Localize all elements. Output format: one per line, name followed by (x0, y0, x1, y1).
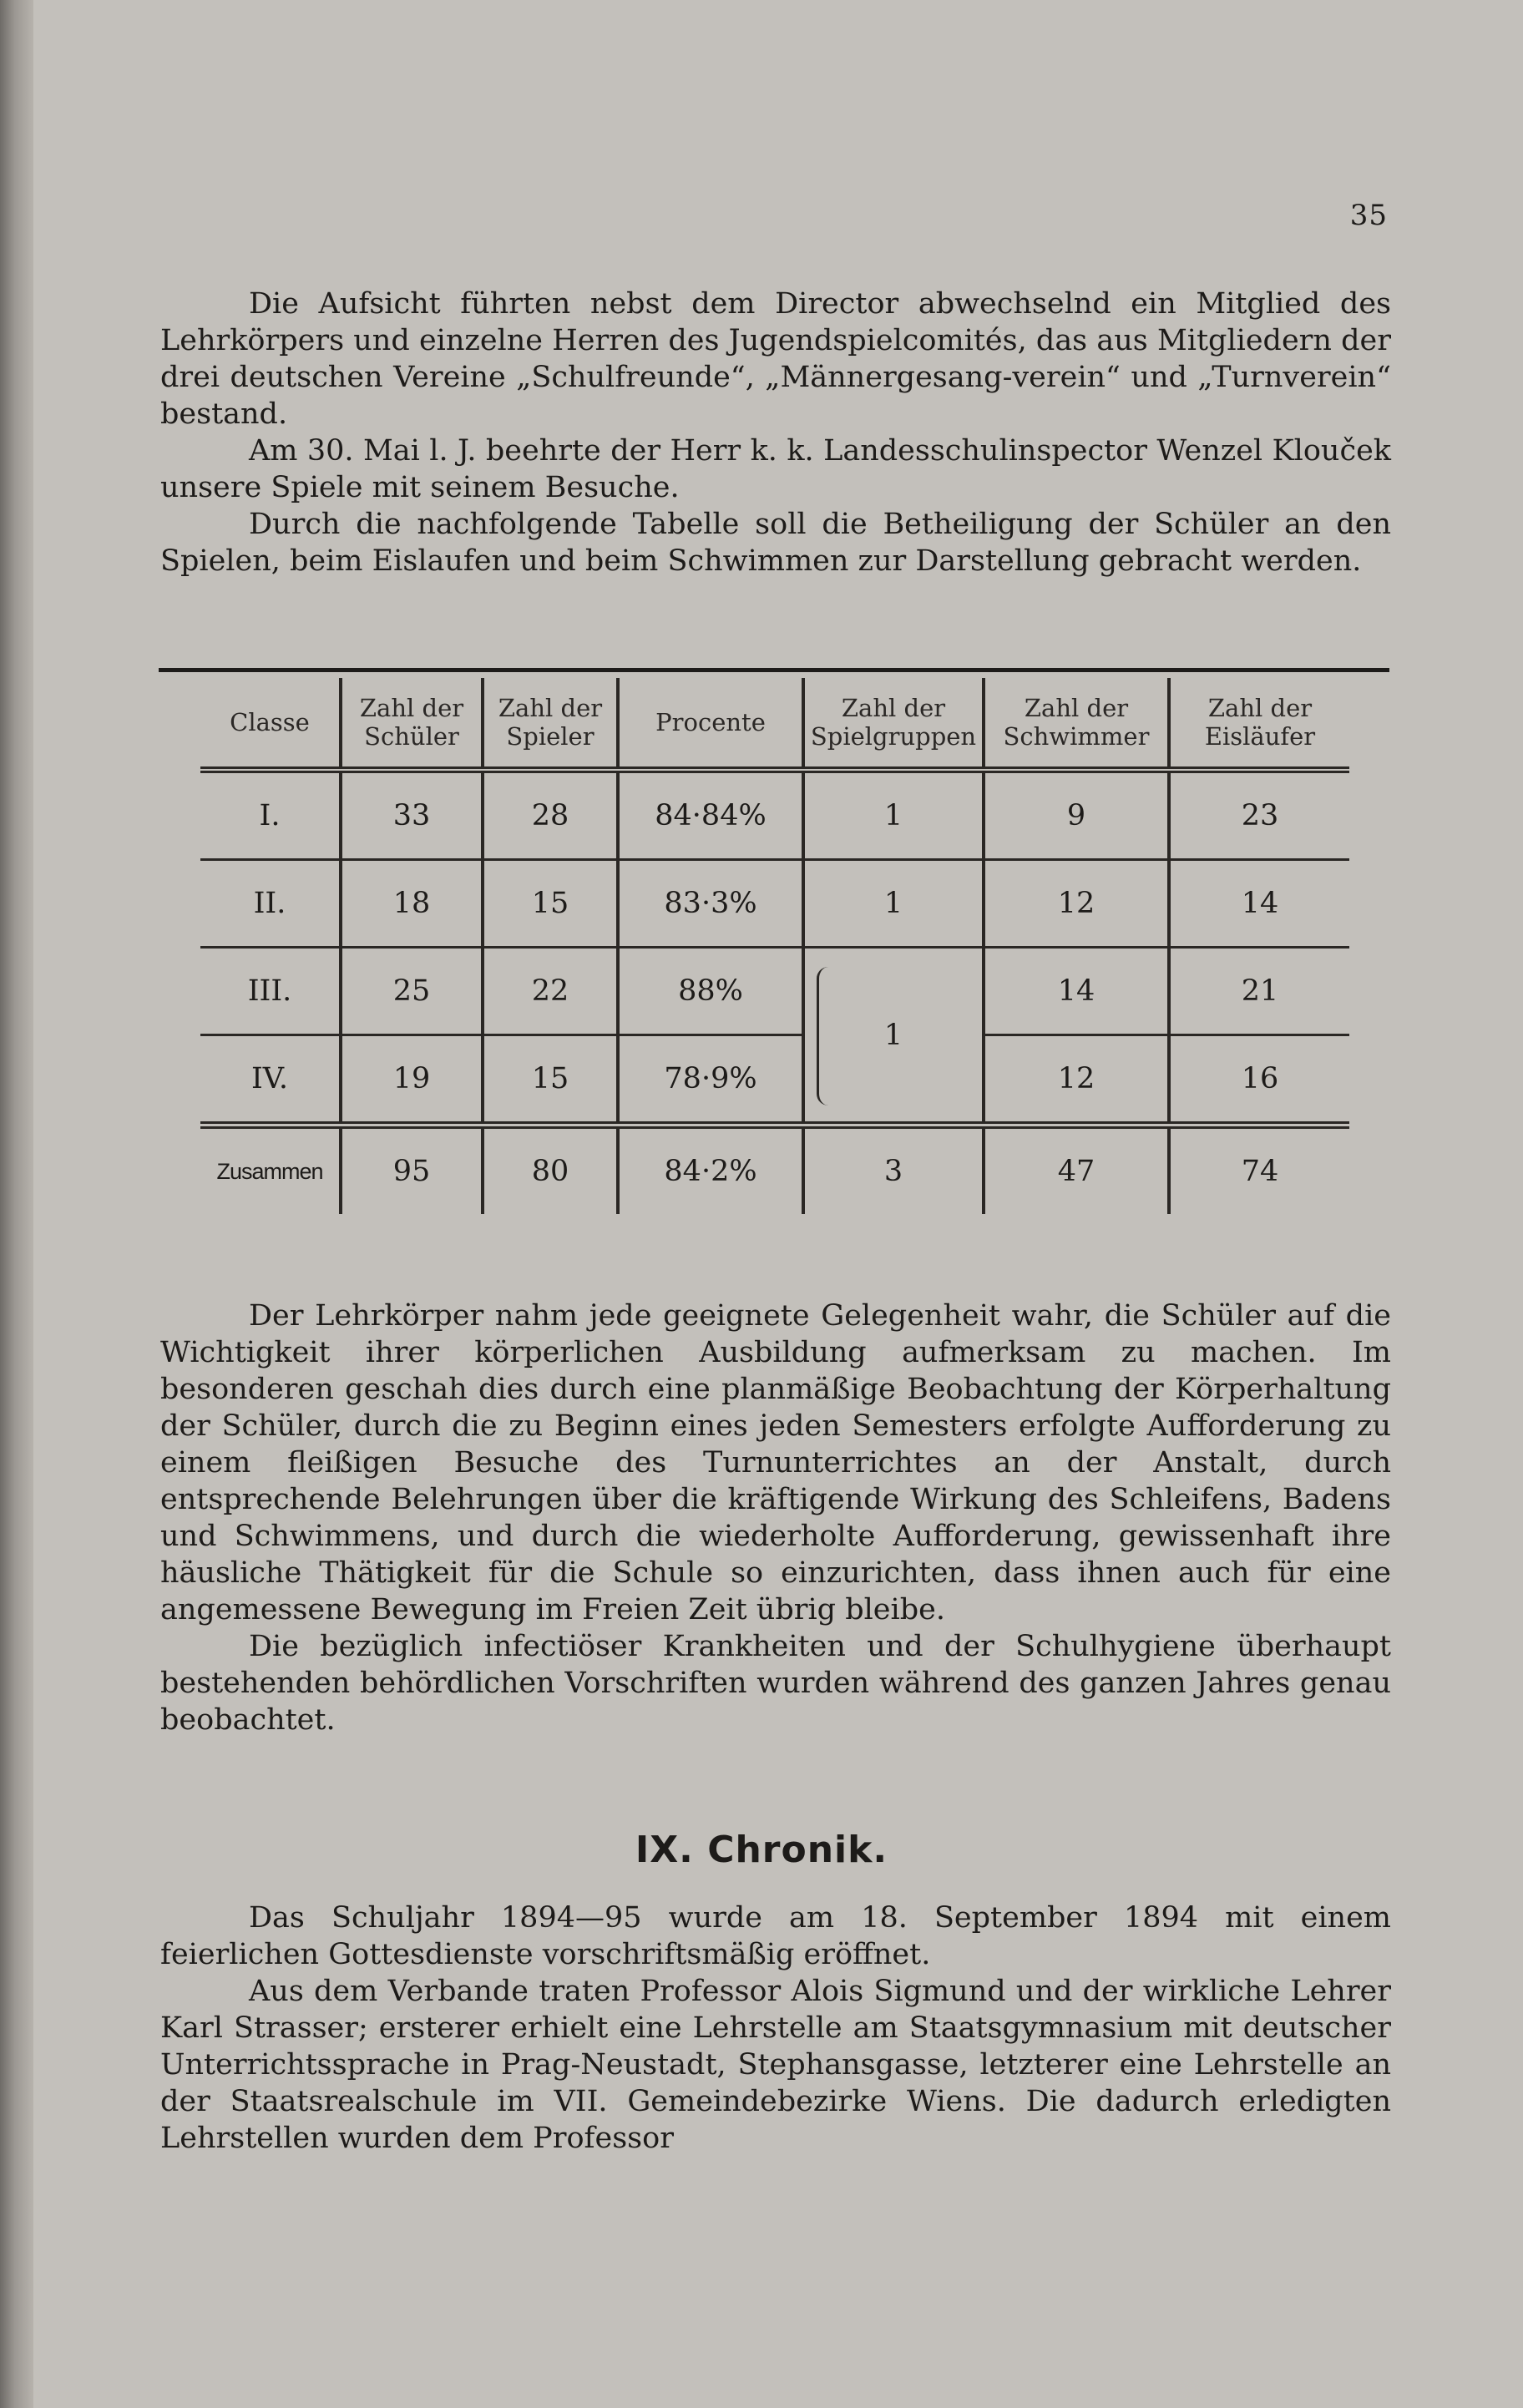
header-spielgruppen: Zahl der Spielgruppen (803, 678, 984, 770)
table-row (200, 860, 1349, 948)
table-top-rule (159, 668, 1389, 672)
header-classe: Classe (200, 678, 341, 770)
total-label: Zusammen (200, 1126, 341, 1215)
header-schwimmer: Zahl der Schwimmer (984, 678, 1169, 770)
cell-procente: 84·84% (618, 770, 803, 860)
header-eislaeufer: Zahl der Eisläufer (1169, 678, 1349, 770)
cell-schueler: 18 (341, 860, 483, 948)
table-total-row (200, 1126, 1349, 1215)
cell-spieler: 15 (483, 860, 618, 948)
paragraph-hygiene: Die bezüglich infectiöser Krankheiten und der Schulhygiene überhaupt bestehenden behördlichen Vorschriften wurden während des ganzen Jahres genau beobachtet. (160, 1630, 1391, 1737)
cell-spieler: 15 (483, 1035, 618, 1126)
paragraph-school-year: Das Schuljahr 1894—95 wurde am 18. September 1894 mit einem feierlichen Gottesdienste vorschriftsmäßig eröffnet. (160, 1901, 1391, 1971)
cell-schueler: 25 (341, 948, 483, 1035)
total-spieler: 80 (483, 1126, 618, 1215)
cell-spielgruppen-value: 1 (883, 1018, 903, 1052)
total-schueler: 95 (341, 1126, 483, 1215)
total-schwimmer: 47 (984, 1126, 1169, 1215)
class-label: II. (200, 860, 341, 948)
table-row (200, 948, 1349, 1035)
header-spieler: Zahl der Spieler (483, 678, 618, 770)
page-gutter-shadow (0, 0, 33, 2408)
cell-schueler: 33 (341, 770, 483, 860)
brace-mark (817, 967, 832, 1105)
paragraph-table-intro: Durch die nachfolgende Tabelle soll die Betheiligung der Schüler an den Spielen, beim Eislaufen und beim Schwimmen zur Darstellung gebracht werden. (160, 508, 1391, 578)
class-label: IV. (200, 1035, 341, 1126)
table-row (200, 770, 1349, 860)
cell-spieler: 22 (483, 948, 618, 1035)
cell-procente: 88% (618, 948, 803, 1035)
header-procente: Procente (618, 678, 803, 770)
cell-eislaeufer: 14 (1169, 860, 1349, 948)
cell-spielgruppen: 1 (803, 860, 984, 948)
cell-procente: 83·3% (618, 860, 803, 948)
class-label: I. (200, 770, 341, 860)
total-eislaeufer: 74 (1169, 1126, 1349, 1215)
cell-schwimmer: 14 (984, 948, 1169, 1035)
paragraph-physical-education: Der Lehrkörper nahm jede geeignete Gelegenheit wahr, die Schüler auf die Wichtigkeit ihrer körperlichen Ausbildung aufmerksam zu machen. Im besonderen geschah dies durch eine planmäßige Beobachtung der Körperhaltung der Schüler, durch die zu Beginn eines jeden Semesters erfolgte Aufforderung zu einem fleißigen Besuche des Turnunterrichtes an der Anstalt, durch entsprechende Belehrungen über die kräftigende Wirkung des Schleifens, Badens und Schwimmens, und durch die wiederholte Aufforderung, gewissenhaft ihre häusliche Thätigkeit für die Schule so einzurichten, dass ihnen auch für eine angemessene Bewegung im Freien Zeit übrig bleibe. (160, 1299, 1391, 1626)
cell-schwimmer: 9 (984, 770, 1169, 860)
intro-text (160, 286, 1391, 579)
section-heading: IX. Chronik. (635, 1829, 888, 1871)
total-spielgruppen: 3 (803, 1126, 984, 1215)
paragraph-staff-changes: Aus dem Verbande traten Professor Alois Sigmund und der wirkliche Lehrer Karl Strasser; ersterer erhielt eine Lehrstelle am Staatsgymnasium mit deutscher Unterrichtssprache in Prag-Neustadt, Stephansgasse, letzterer eine Lehrstelle an der Staatsrealschule im VII. Gemeindebezirke Wiens. Die dadurch erledigten Lehrstellen wurden dem Professor (160, 1975, 1391, 2155)
header-schueler: Zahl der Schüler (341, 678, 483, 770)
paragraph-supervision: Die Aufsicht führten nebst dem Director abwechselnd ein Mitglied des Lehrkörpers und einzelne Herren des Jugendspielcomités, das aus Mitgliedern der drei deutschen Vereine „Schulfreunde“, „Männergesang-verein“ und „Turnverein“ bestand. (160, 287, 1391, 431)
cell-spielgruppen: 1 (803, 770, 984, 860)
class-label: III. (200, 948, 341, 1035)
cell-eislaeufer: 21 (1169, 948, 1349, 1035)
table-header-row (200, 678, 1349, 770)
page-number: 35 (1349, 199, 1388, 232)
cell-eislaeufer: 23 (1169, 770, 1349, 860)
cell-spieler: 28 (483, 770, 618, 860)
paragraph-inspection: Am 30. Mai l. J. beehrte der Herr k. k. Landesschulinspector Wenzel Klouček unsere Spiele mit seinem Besuche. (160, 434, 1391, 504)
cell-procente: 78·9% (618, 1035, 803, 1126)
table-row (200, 1035, 1349, 1126)
cell-schueler: 19 (341, 1035, 483, 1126)
participation-table (200, 678, 1349, 1214)
cell-spielgruppen-merged (803, 948, 984, 1126)
cell-schwimmer: 12 (984, 1035, 1169, 1126)
cell-eislaeufer: 16 (1169, 1035, 1349, 1126)
chronicle-text (160, 1900, 1391, 2157)
total-procente: 84·2% (618, 1126, 803, 1215)
body-text (160, 1298, 1391, 1738)
cell-schwimmer: 12 (984, 860, 1169, 948)
